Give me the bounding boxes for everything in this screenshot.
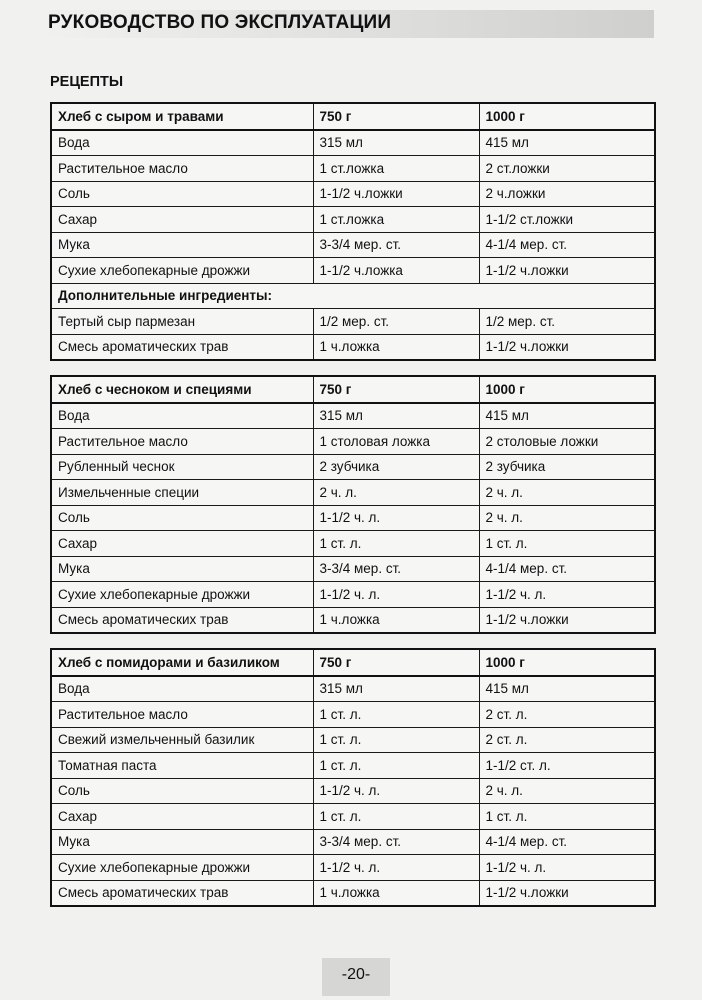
- ingredient-name: Соль: [51, 778, 313, 804]
- amount-1000: 1-1/2 ст. л.: [479, 753, 655, 779]
- amount-750: 3-3/4 мер. ст.: [313, 556, 479, 582]
- amount-1000: 1-1/2 ч.ложки: [479, 607, 655, 633]
- amount-750: 1/2 мер. ст.: [313, 309, 479, 335]
- table-row: [51, 232, 655, 258]
- amount-1000: 4-1/4 мер. ст.: [479, 556, 655, 582]
- amount-750: 1 ч.ложка: [313, 334, 479, 360]
- ingredient-name: Сахар: [51, 531, 313, 557]
- amount-750: 2 ч. л.: [313, 480, 479, 506]
- ingredient-name: Рубленный чеснок: [51, 454, 313, 480]
- table-row: [51, 429, 655, 455]
- amount-750: 1-1/2 ч. л.: [313, 582, 479, 608]
- table-row: [51, 829, 655, 855]
- amount-1000: 1-1/2 ч. л.: [479, 582, 655, 608]
- ingredient-name: Вода: [51, 676, 313, 702]
- table-row: [51, 181, 655, 207]
- extra-ingredients-subheader: [51, 283, 655, 309]
- amount-750: 3-3/4 мер. ст.: [313, 829, 479, 855]
- amount-750: 1 ст. л.: [313, 753, 479, 779]
- amount-750: 315 мл: [313, 403, 479, 429]
- table-header-row: [51, 376, 655, 403]
- ingredient-name: Сухие хлебопекарные дрожжи: [51, 855, 313, 881]
- amount-750: 1-1/2 ч.ложка: [313, 258, 479, 284]
- table-row: [51, 505, 655, 531]
- table-row: [51, 727, 655, 753]
- table-row: [51, 556, 655, 582]
- amount-750: 2 зубчика: [313, 454, 479, 480]
- amount-750: 1 ст.ложка: [313, 156, 479, 182]
- table-row: [51, 309, 655, 335]
- amount-1000: 2 ч.ложки: [479, 181, 655, 207]
- table-row: [51, 778, 655, 804]
- recipe-table-garlic-spices: [50, 375, 656, 634]
- amount-1000: 1-1/2 ч. л.: [479, 855, 655, 881]
- amount-750: 3-3/4 мер. ст.: [313, 232, 479, 258]
- table-header-row: [51, 649, 655, 676]
- ingredient-name: Сахар: [51, 207, 313, 233]
- ingredient-name: Растительное масло: [51, 156, 313, 182]
- amount-750: 1-1/2 ч.ложки: [313, 181, 479, 207]
- ingredient-name: Соль: [51, 181, 313, 207]
- amount-1000: 2 ст. л.: [479, 702, 655, 728]
- amount-1000: 415 мл: [479, 130, 655, 156]
- amount-750: 1 ст. л.: [313, 727, 479, 753]
- amount-750: 1-1/2 ч. л.: [313, 778, 479, 804]
- table-row: [51, 531, 655, 557]
- amount-1000: 1/2 мер. ст.: [479, 309, 655, 335]
- amount-1000: 415 мл: [479, 403, 655, 429]
- amount-1000: 2 ч. л.: [479, 505, 655, 531]
- amount-1000: 1 ст. л.: [479, 531, 655, 557]
- table-row: [51, 702, 655, 728]
- ingredient-name: Вода: [51, 130, 313, 156]
- amount-1000: 415 мл: [479, 676, 655, 702]
- amount-1000: 1-1/2 ч.ложки: [479, 334, 655, 360]
- ingredient-name: Растительное масло: [51, 429, 313, 455]
- amount-1000: 2 ч. л.: [479, 480, 655, 506]
- ingredient-name: Сухие хлебопекарные дрожжи: [51, 582, 313, 608]
- amount-750: 315 мл: [313, 130, 479, 156]
- ingredient-name: Мука: [51, 829, 313, 855]
- column-header-750: 750 г: [313, 103, 479, 130]
- ingredient-name: Смесь ароматических трав: [51, 334, 313, 360]
- table-row: [51, 582, 655, 608]
- table-row: [51, 855, 655, 881]
- amount-750: 1 ст. л.: [313, 531, 479, 557]
- table-row: [51, 880, 655, 906]
- amount-750: 1 ч.ложка: [313, 880, 479, 906]
- amount-750: 1-1/2 ч. л.: [313, 855, 479, 881]
- ingredient-name: Мука: [51, 556, 313, 582]
- table-row: [51, 207, 655, 233]
- recipe-table-tomato-basil: [50, 648, 656, 907]
- amount-1000: 1-1/2 ч.ложки: [479, 880, 655, 906]
- ingredient-name: Томатная паста: [51, 753, 313, 779]
- table-row: [51, 607, 655, 633]
- amount-1000: 1 ст. л.: [479, 804, 655, 830]
- amount-750: 1-1/2 ч. л.: [313, 505, 479, 531]
- ingredient-name: Вода: [51, 403, 313, 429]
- amount-750: 1 столовая ложка: [313, 429, 479, 455]
- amount-750: 1 ч.ложка: [313, 607, 479, 633]
- table-row: [51, 753, 655, 779]
- table-row: [51, 454, 655, 480]
- ingredient-name: Растительное масло: [51, 702, 313, 728]
- ingredient-name: Измельченные специи: [51, 480, 313, 506]
- table-row: [51, 676, 655, 702]
- ingredient-name: Сахар: [51, 804, 313, 830]
- amount-750: 1 ст.ложка: [313, 207, 479, 233]
- amount-1000: 2 ч. л.: [479, 778, 655, 804]
- ingredient-name: Тертый сыр пармезан: [51, 309, 313, 335]
- recipe-table-cheese-herbs: [50, 102, 656, 361]
- ingredient-name: Соль: [51, 505, 313, 531]
- ingredient-name: Свежий измельченный базилик: [51, 727, 313, 753]
- amount-1000: 2 зубчика: [479, 454, 655, 480]
- ingredient-name: Смесь ароматических трав: [51, 880, 313, 906]
- ingredient-name: Смесь ароматических трав: [51, 607, 313, 633]
- recipe-name: Хлеб с сыром и травами: [51, 103, 313, 130]
- section-label: РЕЦЕПТЫ: [50, 74, 124, 90]
- table-row: [51, 130, 655, 156]
- ingredient-name: Мука: [51, 232, 313, 258]
- table-row: [51, 480, 655, 506]
- amount-1000: 4-1/4 мер. ст.: [479, 232, 655, 258]
- column-header-1000: 1000 г: [479, 649, 655, 676]
- amount-1000: 1-1/2 ст.ложки: [479, 207, 655, 233]
- table-row: [51, 258, 655, 284]
- column-header-750: 750 г: [313, 376, 479, 403]
- amount-1000: 1-1/2 ч.ложки: [479, 258, 655, 284]
- page-number: -20-: [341, 966, 371, 983]
- table-header-row: [51, 103, 655, 130]
- table-row: [51, 334, 655, 360]
- ingredient-name: Сухие хлебопекарные дрожжи: [51, 258, 313, 284]
- recipe-name: Хлеб с помидорами и базиликом: [51, 649, 313, 676]
- amount-1000: 2 ст. л.: [479, 727, 655, 753]
- amount-750: 1 ст. л.: [313, 702, 479, 728]
- column-header-1000: 1000 г: [479, 376, 655, 403]
- amount-750: 315 мл: [313, 676, 479, 702]
- amount-1000: 2 ст.ложки: [479, 156, 655, 182]
- column-header-1000: 1000 г: [479, 103, 655, 130]
- amount-1000: 2 столовые ложки: [479, 429, 655, 455]
- recipe-name: Хлеб с чесноком и специями: [51, 376, 313, 403]
- table-row: [51, 804, 655, 830]
- extra-ingredients-label: Дополнительные ингредиенты:: [51, 283, 655, 309]
- column-header-750: 750 г: [313, 649, 479, 676]
- amount-1000: 4-1/4 мер. ст.: [479, 829, 655, 855]
- amount-750: 1 ст. л.: [313, 804, 479, 830]
- page-title: РУКОВОДСТВО ПО ЭКСПЛУАТАЦИИ: [48, 12, 392, 33]
- table-row: [51, 403, 655, 429]
- table-row: [51, 156, 655, 182]
